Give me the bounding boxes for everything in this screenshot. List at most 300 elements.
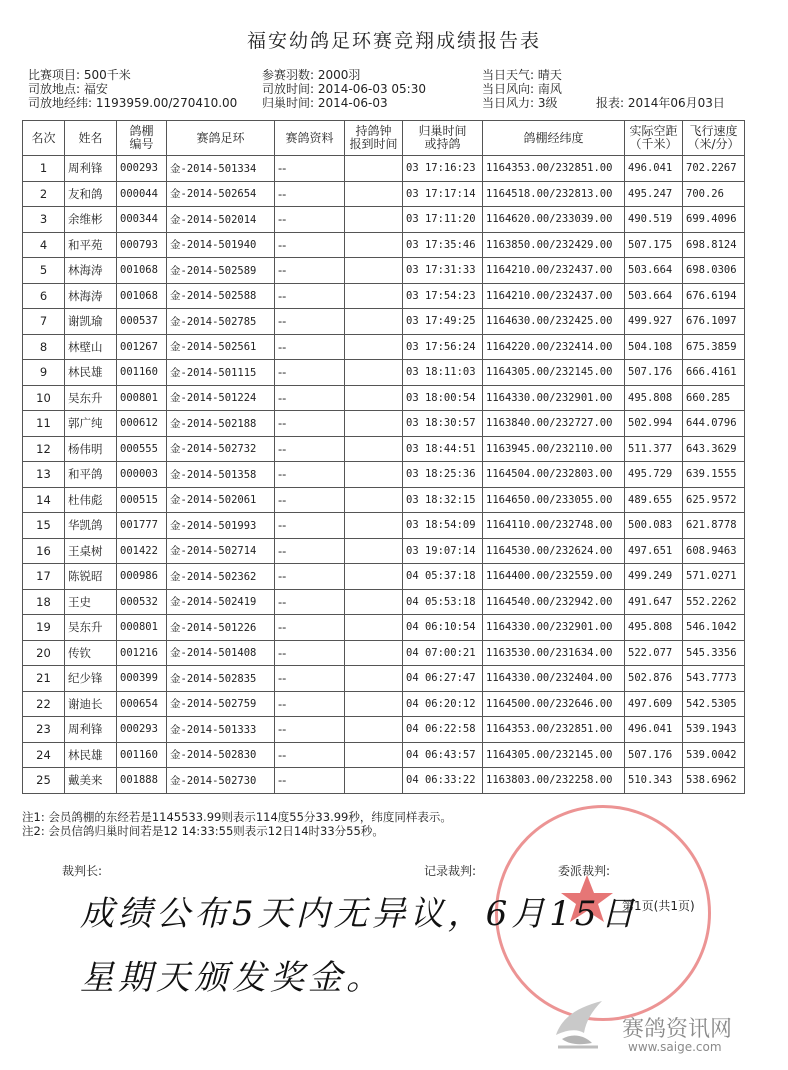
cell-loft-id: 001216 [117, 640, 167, 666]
cell-ring-number: 金-2014-502588 [167, 283, 275, 309]
cell-clock-time [345, 717, 403, 743]
cell-pigeon-info: -- [275, 564, 345, 590]
cell-arrival-time: 04 05:53:18 [403, 589, 483, 615]
cell-loft-coords: 1164400.00/232559.00 [483, 564, 625, 590]
cell-clock-time [345, 538, 403, 564]
cell-clock-time [345, 615, 403, 641]
cell-rank: 12 [23, 436, 65, 462]
cell-clock-time [345, 156, 403, 182]
cell-speed: 676.1097 [683, 309, 745, 335]
cell-arrival-time: 04 06:20:12 [403, 691, 483, 717]
assigned-referee-label: 委派裁判: [558, 864, 611, 878]
cell-loft-id: 001777 [117, 513, 167, 539]
cell-loft-id: 000293 [117, 717, 167, 743]
column-header: 归巢时间 或持鸽 [403, 121, 483, 156]
cell-ring-number: 金-2014-502419 [167, 589, 275, 615]
cell-clock-time [345, 181, 403, 207]
report-title: 福安幼鸽足环赛竞翔成绩报告表 [246, 30, 541, 52]
cell-distance: 507.176 [625, 360, 683, 386]
cell-clock-time [345, 232, 403, 258]
column-header: 姓名 [65, 121, 117, 156]
cell-rank: 5 [23, 258, 65, 284]
cell-arrival-time: 04 05:37:18 [403, 564, 483, 590]
meta-release-time: 司放时间: 2014-06-03 05:30 [262, 82, 426, 96]
cell-clock-time [345, 411, 403, 437]
meta-entry-count: 参赛羽数: 2000羽 [262, 68, 361, 82]
cell-pigeon-info: -- [275, 181, 345, 207]
cell-arrival-time: 03 18:00:54 [403, 385, 483, 411]
cell-distance: 507.176 [625, 742, 683, 768]
cell-ring-number: 金-2014-502830 [167, 742, 275, 768]
cell-loft-id: 000537 [117, 309, 167, 335]
cell-rank: 16 [23, 538, 65, 564]
cell-pigeon-info: -- [275, 309, 345, 335]
cell-arrival-time: 03 17:54:23 [403, 283, 483, 309]
column-header: 名次 [23, 121, 65, 156]
cell-owner-name: 谢迪长 [65, 691, 117, 717]
cell-rank: 8 [23, 334, 65, 360]
column-header: 鸽棚经纬度 [483, 121, 625, 156]
cell-pigeon-info: -- [275, 156, 345, 182]
cell-loft-coords: 1164220.00/232414.00 [483, 334, 625, 360]
cell-rank: 23 [23, 717, 65, 743]
cell-arrival-time: 03 18:54:09 [403, 513, 483, 539]
cell-ring-number: 金-2014-502654 [167, 181, 275, 207]
cell-speed: 676.6194 [683, 283, 745, 309]
cell-ring-number: 金-2014-502785 [167, 309, 275, 335]
cell-rank: 17 [23, 564, 65, 590]
cell-rank: 18 [23, 589, 65, 615]
cell-speed: 621.8778 [683, 513, 745, 539]
cell-speed: 666.4161 [683, 360, 745, 386]
results-table [22, 120, 745, 794]
cell-pigeon-info: -- [275, 538, 345, 564]
cell-arrival-time: 03 17:35:46 [403, 232, 483, 258]
cell-distance: 511.377 [625, 436, 683, 462]
table-row [23, 156, 745, 182]
cell-pigeon-info: -- [275, 207, 345, 233]
cell-pigeon-info: -- [275, 691, 345, 717]
cell-clock-time [345, 207, 403, 233]
cell-ring-number: 金-2014-502014 [167, 207, 275, 233]
column-header: 赛鸽资料 [275, 121, 345, 156]
cell-pigeon-info: -- [275, 768, 345, 794]
table-row [23, 615, 745, 641]
handwritten-note-line-2: 星期天颁发奖金。 [80, 958, 384, 998]
cell-distance: 496.041 [625, 156, 683, 182]
cell-speed: 675.3859 [683, 334, 745, 360]
cell-loft-id: 001422 [117, 538, 167, 564]
cell-ring-number: 金-2014-502732 [167, 436, 275, 462]
cell-loft-coords: 1163840.00/232727.00 [483, 411, 625, 437]
cell-clock-time [345, 564, 403, 590]
cell-owner-name: 吴东升 [65, 385, 117, 411]
table-row [23, 283, 745, 309]
cell-arrival-time: 03 17:16:23 [403, 156, 483, 182]
cell-loft-coords: 1164353.00/232851.00 [483, 156, 625, 182]
meta-wind-direction: 当日风向: 南风 [482, 82, 562, 96]
cell-speed: 539.1943 [683, 717, 745, 743]
watermark-pigeon-icon [548, 995, 608, 1053]
cell-arrival-time: 03 17:17:14 [403, 181, 483, 207]
cell-loft-coords: 1164305.00/232145.00 [483, 360, 625, 386]
cell-clock-time [345, 513, 403, 539]
cell-loft-id: 000793 [117, 232, 167, 258]
cell-rank: 13 [23, 462, 65, 488]
cell-arrival-time: 03 18:30:57 [403, 411, 483, 437]
cell-arrival-time: 03 18:44:51 [403, 436, 483, 462]
cell-distance: 495.247 [625, 181, 683, 207]
cell-clock-time [345, 283, 403, 309]
cell-loft-id: 000003 [117, 462, 167, 488]
cell-loft-id: 000044 [117, 181, 167, 207]
cell-pigeon-info: -- [275, 487, 345, 513]
cell-distance: 510.343 [625, 768, 683, 794]
cell-clock-time [345, 666, 403, 692]
cell-ring-number: 金-2014-502835 [167, 666, 275, 692]
table-row [23, 717, 745, 743]
page-number: 第1页(共1页) [622, 899, 695, 913]
cell-arrival-time: 03 18:11:03 [403, 360, 483, 386]
column-header: 飞行速度 （米/分） [683, 121, 745, 156]
cell-speed: 644.0796 [683, 411, 745, 437]
table-row [23, 181, 745, 207]
cell-loft-coords: 1164210.00/232437.00 [483, 258, 625, 284]
cell-loft-id: 001068 [117, 283, 167, 309]
notes [22, 810, 452, 838]
cell-loft-id: 000555 [117, 436, 167, 462]
cell-ring-number: 金-2014-502759 [167, 691, 275, 717]
cell-clock-time [345, 640, 403, 666]
cell-arrival-time: 03 18:32:15 [403, 487, 483, 513]
cell-loft-id: 000986 [117, 564, 167, 590]
meta-release-coords: 司放地经纬: 1193959.00/270410.00 [28, 96, 238, 110]
cell-speed: 542.5305 [683, 691, 745, 717]
cell-owner-name: 谢凯瑜 [65, 309, 117, 335]
meta-column-3 [482, 68, 562, 110]
cell-pigeon-info: -- [275, 742, 345, 768]
cell-arrival-time: 04 06:27:47 [403, 666, 483, 692]
cell-ring-number: 金-2014-501226 [167, 615, 275, 641]
cell-distance: 507.175 [625, 232, 683, 258]
cell-loft-id: 001160 [117, 742, 167, 768]
table-row [23, 768, 745, 794]
cell-ring-number: 金-2014-502561 [167, 334, 275, 360]
meta-column-1 [28, 68, 237, 110]
cell-loft-id: 000612 [117, 411, 167, 437]
cell-speed: 639.1555 [683, 462, 745, 488]
cell-loft-coords: 1163850.00/232429.00 [483, 232, 625, 258]
cell-arrival-time: 04 06:22:58 [403, 717, 483, 743]
cell-arrival-time: 03 17:11:20 [403, 207, 483, 233]
cell-rank: 24 [23, 742, 65, 768]
meta-race-item: 比赛项目: 500千米 [28, 68, 131, 82]
cell-owner-name: 周利锋 [65, 156, 117, 182]
cell-arrival-time: 03 17:56:24 [403, 334, 483, 360]
cell-distance: 495.729 [625, 462, 683, 488]
cell-ring-number: 金-2014-501333 [167, 717, 275, 743]
cell-rank: 4 [23, 232, 65, 258]
cell-clock-time [345, 589, 403, 615]
cell-loft-coords: 1164353.00/232851.00 [483, 717, 625, 743]
cell-speed: 698.0306 [683, 258, 745, 284]
cell-distance: 499.249 [625, 564, 683, 590]
cell-clock-time [345, 462, 403, 488]
referee-chief-label: 裁判长: [62, 864, 103, 878]
cell-loft-id: 000801 [117, 385, 167, 411]
cell-ring-number: 金-2014-502589 [167, 258, 275, 284]
column-header: 赛鸽足环 [167, 121, 275, 156]
cell-owner-name: 杜伟彪 [65, 487, 117, 513]
table-row [23, 360, 745, 386]
cell-pigeon-info: -- [275, 666, 345, 692]
cell-speed: 700.26 [683, 181, 745, 207]
meta-release-place: 司放地点: 福安 [28, 82, 108, 96]
cell-speed: 552.2262 [683, 589, 745, 615]
cell-loft-coords: 1164330.00/232901.00 [483, 385, 625, 411]
cell-owner-name: 王桌树 [65, 538, 117, 564]
cell-owner-name: 余维彬 [65, 207, 117, 233]
cell-ring-number: 金-2014-501115 [167, 360, 275, 386]
table-row [23, 462, 745, 488]
cell-clock-time [345, 768, 403, 794]
cell-speed: 643.3629 [683, 436, 745, 462]
cell-speed: 698.8124 [683, 232, 745, 258]
cell-ring-number: 金-2014-502061 [167, 487, 275, 513]
table-row [23, 436, 745, 462]
table-row [23, 691, 745, 717]
cell-ring-number: 金-2014-501224 [167, 385, 275, 411]
cell-clock-time [345, 309, 403, 335]
cell-ring-number: 金-2014-502714 [167, 538, 275, 564]
cell-rank: 1 [23, 156, 65, 182]
table-row [23, 742, 745, 768]
cell-distance: 504.108 [625, 334, 683, 360]
cell-speed: 545.3356 [683, 640, 745, 666]
cell-owner-name: 林民雄 [65, 742, 117, 768]
watermark-title: 赛鸽资讯网 [622, 1017, 733, 1042]
cell-loft-coords: 1164530.00/232624.00 [483, 538, 625, 564]
cell-speed: 538.6962 [683, 768, 745, 794]
cell-clock-time [345, 334, 403, 360]
cell-loft-coords: 1164650.00/233055.00 [483, 487, 625, 513]
cell-owner-name: 王史 [65, 589, 117, 615]
cell-speed: 571.0271 [683, 564, 745, 590]
cell-distance: 522.077 [625, 640, 683, 666]
cell-speed: 702.2267 [683, 156, 745, 182]
cell-rank: 10 [23, 385, 65, 411]
cell-speed: 546.1042 [683, 615, 745, 641]
cell-arrival-time: 03 19:07:14 [403, 538, 483, 564]
cell-rank: 3 [23, 207, 65, 233]
cell-rank: 20 [23, 640, 65, 666]
cell-loft-coords: 1163530.00/231634.00 [483, 640, 625, 666]
cell-distance: 491.647 [625, 589, 683, 615]
cell-pigeon-info: -- [275, 360, 345, 386]
record-referee-label: 记录裁判: [424, 864, 477, 878]
cell-arrival-time: 04 06:43:57 [403, 742, 483, 768]
cell-rank: 9 [23, 360, 65, 386]
cell-owner-name: 吴东升 [65, 615, 117, 641]
cell-ring-number: 金-2014-501993 [167, 513, 275, 539]
cell-pigeon-info: -- [275, 717, 345, 743]
table-row [23, 564, 745, 590]
table-row [23, 334, 745, 360]
cell-clock-time [345, 258, 403, 284]
cell-owner-name: 陈锐昭 [65, 564, 117, 590]
column-header: 实际空距 （千米） [625, 121, 683, 156]
cell-owner-name: 杨伟明 [65, 436, 117, 462]
cell-speed: 539.0042 [683, 742, 745, 768]
cell-distance: 502.994 [625, 411, 683, 437]
cell-arrival-time: 03 17:31:33 [403, 258, 483, 284]
cell-rank: 22 [23, 691, 65, 717]
cell-speed: 543.7773 [683, 666, 745, 692]
table-row [23, 309, 745, 335]
cell-owner-name: 传钦 [65, 640, 117, 666]
cell-loft-coords: 1164330.00/232404.00 [483, 666, 625, 692]
cell-owner-name: 林海涛 [65, 283, 117, 309]
cell-rank: 21 [23, 666, 65, 692]
cell-rank: 6 [23, 283, 65, 309]
cell-ring-number: 金-2014-501334 [167, 156, 275, 182]
cell-distance: 503.664 [625, 283, 683, 309]
cell-distance: 502.876 [625, 666, 683, 692]
meta-column-2 [262, 68, 426, 110]
cell-owner-name: 周利锋 [65, 717, 117, 743]
cell-loft-id: 000532 [117, 589, 167, 615]
cell-loft-coords: 1164504.00/232803.00 [483, 462, 625, 488]
cell-distance: 495.808 [625, 615, 683, 641]
cell-loft-id: 000654 [117, 691, 167, 717]
cell-loft-coords: 1164305.00/232145.00 [483, 742, 625, 768]
handwritten-note-line-1: 成绩公布5天内无异议，6月15日 [80, 894, 639, 934]
meta-report-date: 报表: 2014年06月03日 [596, 96, 725, 110]
table-row [23, 640, 745, 666]
cell-arrival-time: 03 17:49:25 [403, 309, 483, 335]
cell-loft-id: 000293 [117, 156, 167, 182]
cell-clock-time [345, 487, 403, 513]
cell-owner-name: 郭广纯 [65, 411, 117, 437]
cell-owner-name: 华凯鸽 [65, 513, 117, 539]
cell-arrival-time: 04 06:10:54 [403, 615, 483, 641]
cell-pigeon-info: -- [275, 615, 345, 641]
cell-loft-id: 001068 [117, 258, 167, 284]
cell-distance: 497.651 [625, 538, 683, 564]
column-header: 鸽棚 编号 [117, 121, 167, 156]
cell-rank: 7 [23, 309, 65, 335]
cell-pigeon-info: -- [275, 411, 345, 437]
cell-loft-id: 000801 [117, 615, 167, 641]
cell-speed: 660.285 [683, 385, 745, 411]
table-header-row [23, 121, 745, 156]
cell-clock-time [345, 436, 403, 462]
cell-owner-name: 和平鸽 [65, 462, 117, 488]
table-row [23, 666, 745, 692]
cell-distance: 496.041 [625, 717, 683, 743]
cell-pigeon-info: -- [275, 334, 345, 360]
cell-rank: 14 [23, 487, 65, 513]
cell-owner-name: 林民雄 [65, 360, 117, 386]
cell-pigeon-info: -- [275, 283, 345, 309]
cell-ring-number: 金-2014-502730 [167, 768, 275, 794]
cell-pigeon-info: -- [275, 436, 345, 462]
cell-ring-number: 金-2014-501358 [167, 462, 275, 488]
cell-clock-time [345, 360, 403, 386]
table-row [23, 589, 745, 615]
cell-distance: 499.927 [625, 309, 683, 335]
meta-return-date: 归巢时间: 2014-06-03 [262, 96, 388, 110]
table-row [23, 487, 745, 513]
cell-pigeon-info: -- [275, 258, 345, 284]
cell-loft-coords: 1164630.00/232425.00 [483, 309, 625, 335]
cell-pigeon-info: -- [275, 589, 345, 615]
table-body [23, 156, 745, 794]
table-row [23, 513, 745, 539]
cell-ring-number: 金-2014-501940 [167, 232, 275, 258]
table-row [23, 538, 745, 564]
cell-speed: 699.4096 [683, 207, 745, 233]
cell-pigeon-info: -- [275, 232, 345, 258]
table-row [23, 411, 745, 437]
cell-rank: 15 [23, 513, 65, 539]
cell-loft-coords: 1164620.00/233039.00 [483, 207, 625, 233]
cell-owner-name: 林壁山 [65, 334, 117, 360]
cell-ring-number: 金-2014-502362 [167, 564, 275, 590]
cell-distance: 497.609 [625, 691, 683, 717]
note-1: 注1: 会员鸽棚的东经若是1145533.99则表示114度55分33.99秒，纬度同样表示。 [22, 810, 452, 824]
table-row [23, 258, 745, 284]
cell-loft-id: 001888 [117, 768, 167, 794]
cell-clock-time [345, 691, 403, 717]
meta-weather: 当日天气: 晴天 [482, 68, 562, 82]
cell-distance: 500.083 [625, 513, 683, 539]
cell-arrival-time: 03 18:25:36 [403, 462, 483, 488]
table-row [23, 385, 745, 411]
cell-speed: 625.9572 [683, 487, 745, 513]
cell-distance: 490.519 [625, 207, 683, 233]
cell-loft-coords: 1164518.00/232813.00 [483, 181, 625, 207]
cell-pigeon-info: -- [275, 640, 345, 666]
cell-rank: 19 [23, 615, 65, 641]
cell-owner-name: 和平苑 [65, 232, 117, 258]
cell-owner-name: 纪少锋 [65, 666, 117, 692]
cell-speed: 608.9463 [683, 538, 745, 564]
cell-owner-name: 林海涛 [65, 258, 117, 284]
cell-distance: 489.655 [625, 487, 683, 513]
meta-wind-force: 当日风力: 3级 [482, 96, 558, 110]
cell-loft-coords: 1164540.00/232942.00 [483, 589, 625, 615]
cell-owner-name: 友和鸽 [65, 181, 117, 207]
cell-distance: 495.808 [625, 385, 683, 411]
cell-rank: 25 [23, 768, 65, 794]
cell-loft-id: 000515 [117, 487, 167, 513]
cell-loft-coords: 1163803.00/232258.00 [483, 768, 625, 794]
cell-loft-coords: 1164500.00/232646.00 [483, 691, 625, 717]
cell-ring-number: 金-2014-501408 [167, 640, 275, 666]
cell-owner-name: 戴美来 [65, 768, 117, 794]
cell-rank: 2 [23, 181, 65, 207]
cell-loft-id: 001267 [117, 334, 167, 360]
cell-loft-coords: 1164110.00/232748.00 [483, 513, 625, 539]
cell-loft-id: 000344 [117, 207, 167, 233]
cell-pigeon-info: -- [275, 462, 345, 488]
note-2: 注2: 会员信鸽归巢时间若是12 14:33:55则表示12日14时33分55秒。 [22, 824, 384, 838]
cell-loft-id: 000399 [117, 666, 167, 692]
cell-arrival-time: 04 06:33:22 [403, 768, 483, 794]
cell-ring-number: 金-2014-502188 [167, 411, 275, 437]
cell-loft-coords: 1164330.00/232901.00 [483, 615, 625, 641]
